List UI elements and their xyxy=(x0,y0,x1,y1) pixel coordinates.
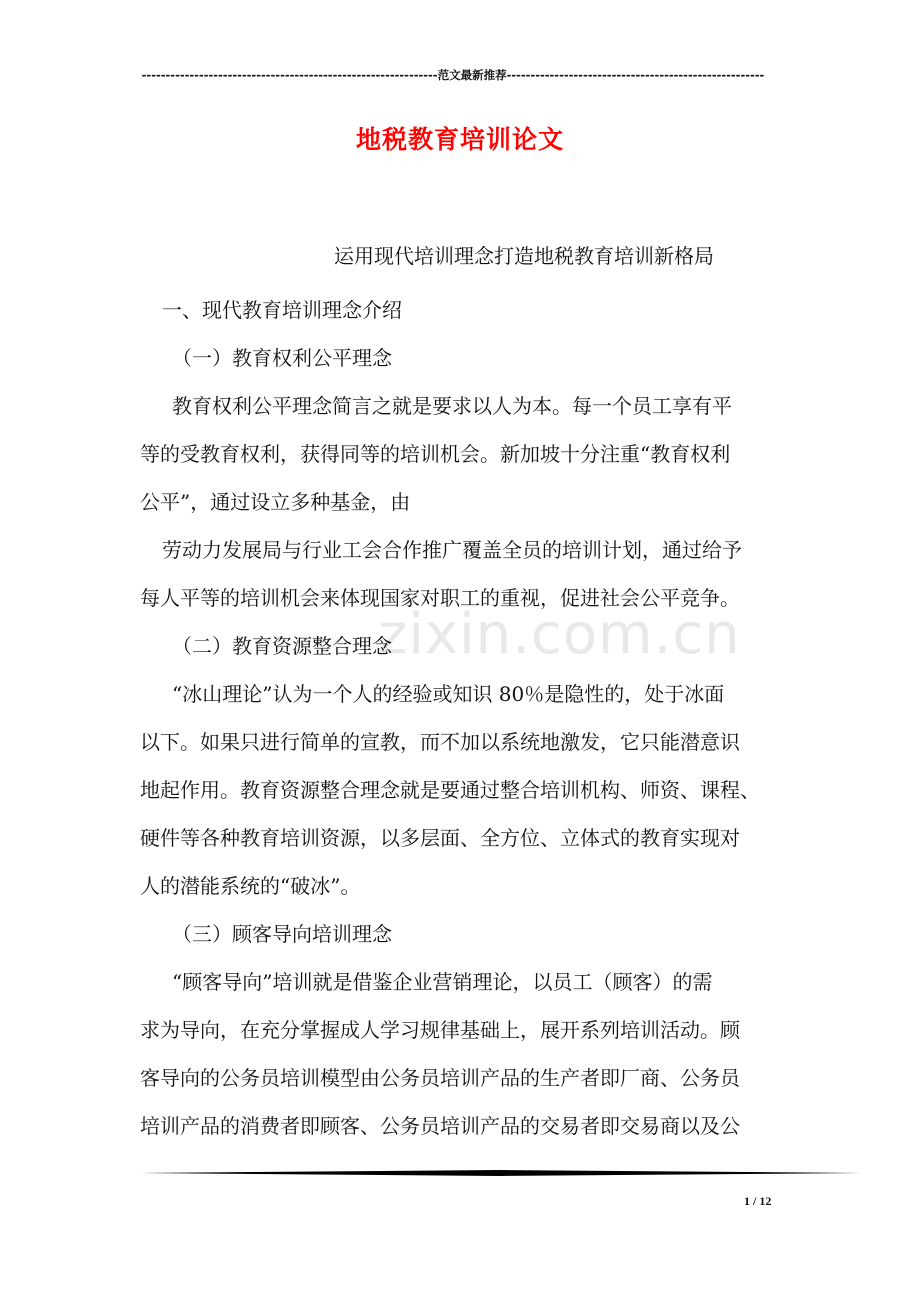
paragraph-line: 客导向的公务员培训模型由公务员培训产品的生产者即厂商、公务员 xyxy=(140,1066,740,1090)
paragraph-line: 培训产品的消费者即顾客、公务员培训产品的交易者即交易商以及公 xyxy=(140,1114,740,1138)
watermark: zixin.com.cn xyxy=(378,602,741,667)
paragraph-line: 求为导向，在充分掌握成人学习规律基础上，展开系列培训活动。顾 xyxy=(140,1018,740,1042)
page-header: --------------------------------------------------------------范文最新推荐------------------------------------------------------ xyxy=(141,68,765,82)
page-number: 1 / 12 xyxy=(744,1194,772,1208)
paragraph-line: 以下。如果只进行简单的宣教，而不加以系统地激发，它只能潜意识 xyxy=(140,730,740,754)
footer-rule xyxy=(140,1170,862,1176)
paragraph-line: “冰山理论”认为一个人的经验或知识 80％是隐性的，处于冰面 xyxy=(172,682,725,706)
subsection-heading-1: （一）教育权利公平理念 xyxy=(172,346,392,370)
paragraph-line: 地起作用。教育资源整合理念就是要通过整合培训机构、师资、课程、 xyxy=(140,778,760,802)
paragraph-line: 每人平等的培训机会来体现国家对职工的重视，促进社会公平竞争。 xyxy=(140,586,740,610)
subsection-heading-3: （三）顾客导向培训理念 xyxy=(172,922,392,946)
paragraph-line: 硬件等各种教育培训资源，以多层面、全方位、立体式的教育实现对 xyxy=(140,826,740,850)
document-title: 地税教育培训论文 xyxy=(355,125,564,154)
paragraph-line: 人的潜能系统的“破冰”。 xyxy=(140,874,361,898)
document-subtitle: 运用现代培训理念打造地税教育培训新格局 xyxy=(334,244,714,268)
paragraph-line: 等的受教育权利，获得同等的培训机会。新加坡十分注重“教育权利 xyxy=(140,442,731,466)
subsection-heading-2: （二）教育资源整合理念 xyxy=(172,634,392,658)
section-heading-1: 一、现代教育培训理念介绍 xyxy=(162,298,402,322)
paragraph-line: 公平”，通过设立多种基金，由 xyxy=(140,490,411,514)
paragraph-line: 劳动力发展局与行业工会合作推广覆盖全员的培训计划，通过给予 xyxy=(162,538,742,562)
paragraph-line: “顾客导向”培训就是借鉴企业营销理论，以员工（顾客）的需 xyxy=(172,970,713,994)
paragraph-line: 教育权利公平理念简言之就是要求以人为本。每一个员工享有平 xyxy=(172,394,732,418)
